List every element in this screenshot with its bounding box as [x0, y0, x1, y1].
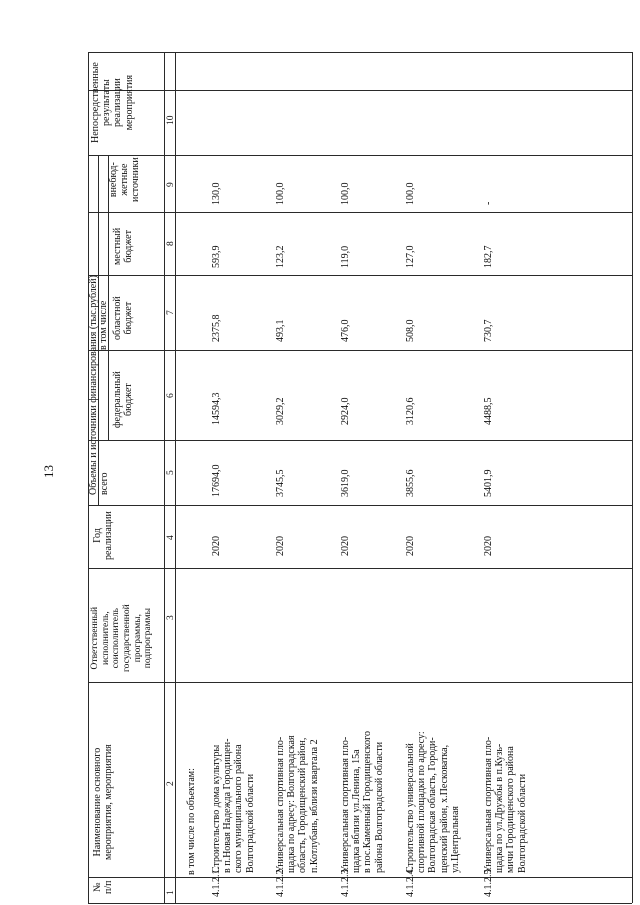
- row-name-line: п.Котлубань, вблизи квартала 2: [308, 739, 320, 873]
- row-year-value-line: 2020: [211, 536, 222, 556]
- grid-column-border: [88, 440, 632, 441]
- row-extra-value-line: -: [483, 201, 494, 205]
- column-number: [166, 182, 177, 187]
- row-extra-value-line: 100,0: [405, 182, 416, 205]
- row-regional-value: [211, 315, 222, 343]
- row-name-line: в пос.Каменный Городищенского: [362, 731, 374, 873]
- row-extra-value: [340, 183, 351, 206]
- row-federal-value-line: 3120,6: [405, 397, 416, 425]
- row-year-value-line: 2020: [483, 536, 494, 556]
- row-number-line: 4.1.2.3.: [340, 867, 351, 897]
- column-number-line: 1: [166, 890, 176, 895]
- total-header: [99, 472, 110, 495]
- federal-header-line: бюджет: [123, 383, 135, 416]
- row-name: [405, 731, 461, 873]
- column-number: [166, 116, 177, 126]
- row-local-value-line: 127,0: [405, 245, 416, 268]
- row-local-value: [483, 246, 494, 269]
- row-regional-value: [275, 320, 286, 343]
- row-total-value: [275, 470, 286, 498]
- local-header-line: местный: [112, 227, 123, 265]
- objects-subheading: [186, 768, 197, 875]
- row-name-line: ул.Центральная: [449, 805, 461, 873]
- column-number-line: 4: [166, 535, 176, 540]
- column-number-line: 6: [166, 393, 176, 398]
- row-year-value: [211, 536, 222, 556]
- row-name-line: Волгоградской области: [244, 773, 256, 873]
- row-year-value-line: 2020: [340, 536, 351, 556]
- row-total-value: [483, 470, 494, 498]
- column-number: [166, 310, 177, 315]
- row-federal-value: [405, 398, 416, 426]
- row-federal-value: [483, 398, 494, 426]
- grid-column-border: [88, 877, 632, 878]
- regional-header-line: областной: [112, 296, 123, 340]
- row-extra-value: [211, 183, 222, 206]
- row-total-value: [211, 465, 222, 498]
- row-name-line: ского муниципального района: [233, 744, 245, 873]
- column-number: [166, 470, 177, 475]
- row-extra-value-line: 100,0: [340, 182, 351, 205]
- row-local-value: [211, 246, 222, 269]
- col-executor-header-line: программы,: [132, 614, 143, 663]
- row-local-value: [275, 246, 286, 269]
- column-number: [166, 535, 177, 540]
- column-number-line: 9: [166, 182, 176, 187]
- extra-header-line: внебюд-: [108, 162, 119, 198]
- row-name-line: щадка вблизи ул.Ленина, 15а: [351, 749, 363, 873]
- row-extra-value: [405, 183, 416, 206]
- row-local-value-line: 593,9: [211, 245, 222, 268]
- row-federal-value-line: 2924,0: [340, 397, 351, 425]
- grid-column-border: [88, 90, 632, 91]
- column-number-line: 5: [166, 470, 176, 475]
- row-extra-value-line: 100,0: [275, 182, 286, 205]
- row-local-value-line: 119,0: [340, 245, 351, 268]
- results-header-line: результаты: [101, 79, 113, 126]
- row-name-line: Волгоградской области: [516, 773, 528, 873]
- local-header-line: бюджет: [123, 230, 135, 263]
- row-total-value-line: 3745,5: [275, 469, 286, 497]
- row-name-line: Строительство универсальной: [405, 743, 416, 873]
- regional-header: [112, 296, 134, 340]
- row-name-line: область, Городищенский район,: [297, 737, 309, 873]
- grid-header-bottom: [164, 52, 165, 903]
- grid-column-border: [88, 212, 632, 213]
- row-name-line: щадка по ул.Дружбы в п.Кузь-: [494, 743, 506, 873]
- total-header-line: всего: [99, 472, 110, 495]
- row-total-value-line: 5401,9: [483, 469, 494, 497]
- row-federal-value: [340, 398, 351, 426]
- col-executor-header-line: государственной: [121, 604, 132, 672]
- row-regional-value: [340, 320, 351, 343]
- row-year-value: [340, 536, 351, 556]
- row-total-value: [340, 470, 351, 498]
- col-year-header-line: Год: [92, 528, 103, 543]
- row-year-value: [275, 536, 286, 556]
- extra-header-line: жетные: [119, 163, 131, 196]
- row-federal-value: [211, 393, 222, 426]
- row-extra-value: [483, 202, 494, 205]
- row-regional-value-line: 476,0: [340, 319, 351, 342]
- row-name-line: Универсальная спортивная пло-: [483, 736, 494, 873]
- federal-header: [112, 371, 134, 428]
- row-year-value-line: 2020: [275, 536, 286, 556]
- col-name-header: [92, 744, 114, 860]
- row-number-line: 4.1.2.2.: [275, 867, 286, 897]
- col-number-header-line: п/п: [103, 880, 115, 894]
- extra-header: [108, 157, 142, 202]
- row-extra-value-line: 130,0: [211, 182, 222, 205]
- row-name: [211, 739, 256, 873]
- row-local-value-line: 123,2: [275, 245, 286, 268]
- column-number-line: 8: [166, 241, 176, 246]
- including-header-line: в том числе: [98, 300, 109, 350]
- results-header: [90, 62, 135, 143]
- col-number-header: [92, 881, 114, 894]
- row-total-value-line: 3855,6: [405, 469, 416, 497]
- col-name-header-line: мероприятия, мероприятия: [103, 744, 115, 860]
- grid-column-border: [88, 52, 632, 53]
- row-year-value: [405, 536, 416, 556]
- row-name: [340, 731, 385, 873]
- col-year-header: [92, 511, 114, 560]
- regional-header-line: бюджет: [123, 301, 135, 335]
- row-federal-value-line: 3029,2: [275, 397, 286, 425]
- column-number: [166, 781, 177, 786]
- row-name-line: Строительство дома культуры: [211, 744, 222, 873]
- col-executor-header-line: соисполнитель: [111, 607, 122, 669]
- local-header: [112, 228, 134, 265]
- objects-subheading-line: в том числе по объектам:: [186, 768, 197, 875]
- grid-number-row-bottom: [175, 52, 176, 903]
- page-number: [42, 465, 57, 478]
- column-number-line: 2: [166, 781, 176, 786]
- column-number-line: 7: [166, 310, 176, 315]
- finance-group-header-line: Объемы и источники финансирования (тыс.рублей): [88, 275, 99, 495]
- row-federal-value: [275, 398, 286, 426]
- row-name-line: Универсальная спортивная пло-: [275, 736, 286, 873]
- row-extra-value: [275, 183, 286, 206]
- row-regional-value: [405, 320, 416, 343]
- column-number-line: 10: [166, 115, 176, 125]
- row-name-line: Волгоградская область, Городи-: [427, 737, 439, 873]
- row-regional-value-line: 2375,8: [211, 314, 222, 342]
- row-total-value-line: 17694,0: [211, 464, 222, 497]
- row-name: [275, 735, 320, 873]
- row-name-line: щенский район, х.Песковатка,: [438, 744, 450, 873]
- row-federal-value-line: 4488,5: [483, 397, 494, 425]
- grid-column-border: [88, 903, 632, 904]
- column-number-line: 3: [166, 615, 176, 620]
- grid-column-border: [88, 505, 632, 506]
- row-total-value-line: 3619,0: [340, 469, 351, 497]
- row-year-value-line: 2020: [405, 536, 416, 556]
- row-regional-value-line: 730,7: [483, 319, 494, 342]
- col-name-header-line: Наименование основного: [92, 747, 103, 857]
- grid-column-border: [88, 155, 632, 156]
- column-number: [166, 890, 177, 895]
- col-executor-header-line: Ответственный: [90, 606, 100, 670]
- results-header-line: Непосредственные: [90, 62, 101, 143]
- grid-right-border: [632, 52, 633, 903]
- row-name-line: спортивной площадки по адресу:: [416, 731, 428, 873]
- col-number-header-line: №: [92, 882, 103, 893]
- row-name-line: щадка по адресу: Волгоградская: [286, 735, 298, 873]
- grid-column-border: [88, 350, 632, 351]
- row-number-line: 4.1.2.4.: [405, 867, 416, 897]
- row-name-line: в п.Новая Надежда Городищен-: [222, 738, 234, 873]
- row-year-value: [483, 536, 494, 556]
- results-header-line: мероприятия: [123, 74, 135, 131]
- row-number-line: 4.1.2.5.: [483, 867, 494, 897]
- page-number-line: 13: [41, 465, 56, 478]
- row-number-line: 4.1.2.1.: [211, 867, 222, 897]
- row-local-value-line: 182,7: [483, 245, 494, 268]
- row-local-value: [340, 246, 351, 268]
- col-executor-header-line: подпрограммы: [143, 608, 154, 669]
- row-name-line: мичи Городищенского района: [505, 746, 517, 873]
- col-executor-header-line: исполнитель,: [100, 611, 111, 666]
- row-total-value: [405, 470, 416, 498]
- row-federal-value-line: 14594,3: [211, 392, 222, 425]
- row-regional-value: [483, 320, 494, 343]
- grid-column-border: [88, 568, 632, 569]
- column-number: [166, 615, 177, 620]
- including-header: [98, 301, 109, 350]
- row-name-line: района Волгоградской области: [373, 741, 385, 873]
- row-name-line: Универсальная спортивная пло-: [340, 736, 351, 873]
- grid-column-border: [88, 275, 632, 276]
- row-name: [483, 737, 528, 873]
- column-number: [166, 393, 177, 398]
- row-regional-value-line: 493,1: [275, 319, 286, 342]
- col-executor-header: [90, 604, 154, 672]
- extra-header-line: источники: [130, 157, 142, 202]
- col-year-header-line: реализации: [103, 511, 115, 560]
- federal-header-line: федеральный: [112, 371, 123, 428]
- results-header-line: реализации: [112, 78, 124, 127]
- column-number: [166, 241, 177, 246]
- row-local-value: [405, 246, 416, 269]
- grid-column-border: [88, 682, 632, 683]
- row-regional-value-line: 508,0: [405, 319, 416, 342]
